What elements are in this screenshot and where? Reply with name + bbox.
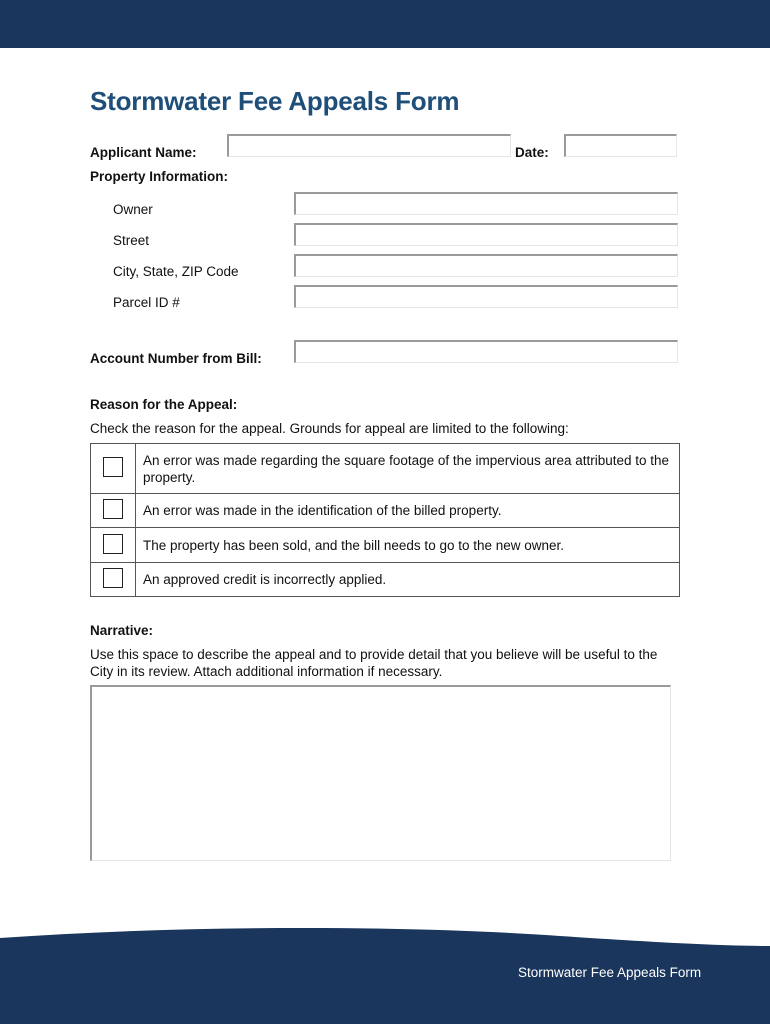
reason-row xyxy=(91,494,680,528)
reason-checkbox-credit[interactable] xyxy=(103,568,123,588)
footer-title: Stormwater Fee Appeals Form xyxy=(518,965,702,980)
reason-checkbox-cell xyxy=(91,528,136,563)
date-input[interactable] xyxy=(566,136,676,156)
reason-checkbox-cell xyxy=(91,494,136,528)
reason-checkbox-identification[interactable] xyxy=(103,499,123,519)
reason-table xyxy=(90,443,680,597)
reason-heading: Reason for the Appeal: xyxy=(90,397,238,412)
reason-text: The property has been sold, and the bill needs to go to the new owner. xyxy=(136,528,680,563)
reason-checkbox-square-footage[interactable] xyxy=(103,457,123,477)
account-number-label: Account Number from Bill: xyxy=(90,351,262,366)
street-label: Street xyxy=(113,233,150,248)
applicant-name-input[interactable] xyxy=(229,136,510,156)
owner-input[interactable] xyxy=(296,194,677,214)
narrative-instructions: Use this space to describe the appeal and to provide detail that you believe will be useful to the City in its review. Attach additional information if necessary. xyxy=(90,647,658,679)
account-number-input[interactable] xyxy=(296,342,677,362)
property-information-label: Property Information: xyxy=(90,169,229,184)
date-field[interactable] xyxy=(564,134,677,157)
owner-label: Owner xyxy=(113,202,153,217)
applicant-name-field[interactable] xyxy=(227,134,511,157)
narrative-heading: Narrative: xyxy=(90,623,154,638)
reason-text: An approved credit is incorrectly applied. xyxy=(136,563,680,597)
reason-text: An error was made regarding the square footage of the impervious area attributed to the property. xyxy=(136,444,680,494)
reason-row xyxy=(91,444,680,494)
owner-field[interactable] xyxy=(294,192,678,215)
narrative-textarea[interactable] xyxy=(92,687,670,860)
reason-checkbox-property-sold[interactable] xyxy=(103,534,123,554)
reason-checkbox-cell xyxy=(91,563,136,597)
narrative-field[interactable] xyxy=(90,685,671,861)
parcel-id-label: Parcel ID # xyxy=(113,295,180,310)
reason-row xyxy=(91,528,680,563)
reason-text: An error was made in the identification of the billed property. xyxy=(136,494,680,528)
parcel-id-input[interactable] xyxy=(296,287,677,307)
city-state-zip-label: City, State, ZIP Code xyxy=(113,264,239,279)
header-band xyxy=(0,0,770,48)
account-number-field[interactable] xyxy=(294,340,678,363)
applicant-name-label: Applicant Name: xyxy=(90,145,197,160)
reason-intro: Check the reason for the appeal. Grounds for appeal are limited to the following: xyxy=(90,421,569,436)
city-state-zip-input[interactable] xyxy=(296,256,677,276)
parcel-id-field[interactable] xyxy=(294,285,678,308)
reason-checkbox-cell xyxy=(91,444,136,494)
page-title: Stormwater Fee Appeals Form xyxy=(90,86,460,116)
date-label: Date: xyxy=(515,145,549,160)
street-input[interactable] xyxy=(296,225,677,245)
city-state-zip-field[interactable] xyxy=(294,254,678,277)
reason-row xyxy=(91,563,680,597)
street-field[interactable] xyxy=(294,223,678,246)
